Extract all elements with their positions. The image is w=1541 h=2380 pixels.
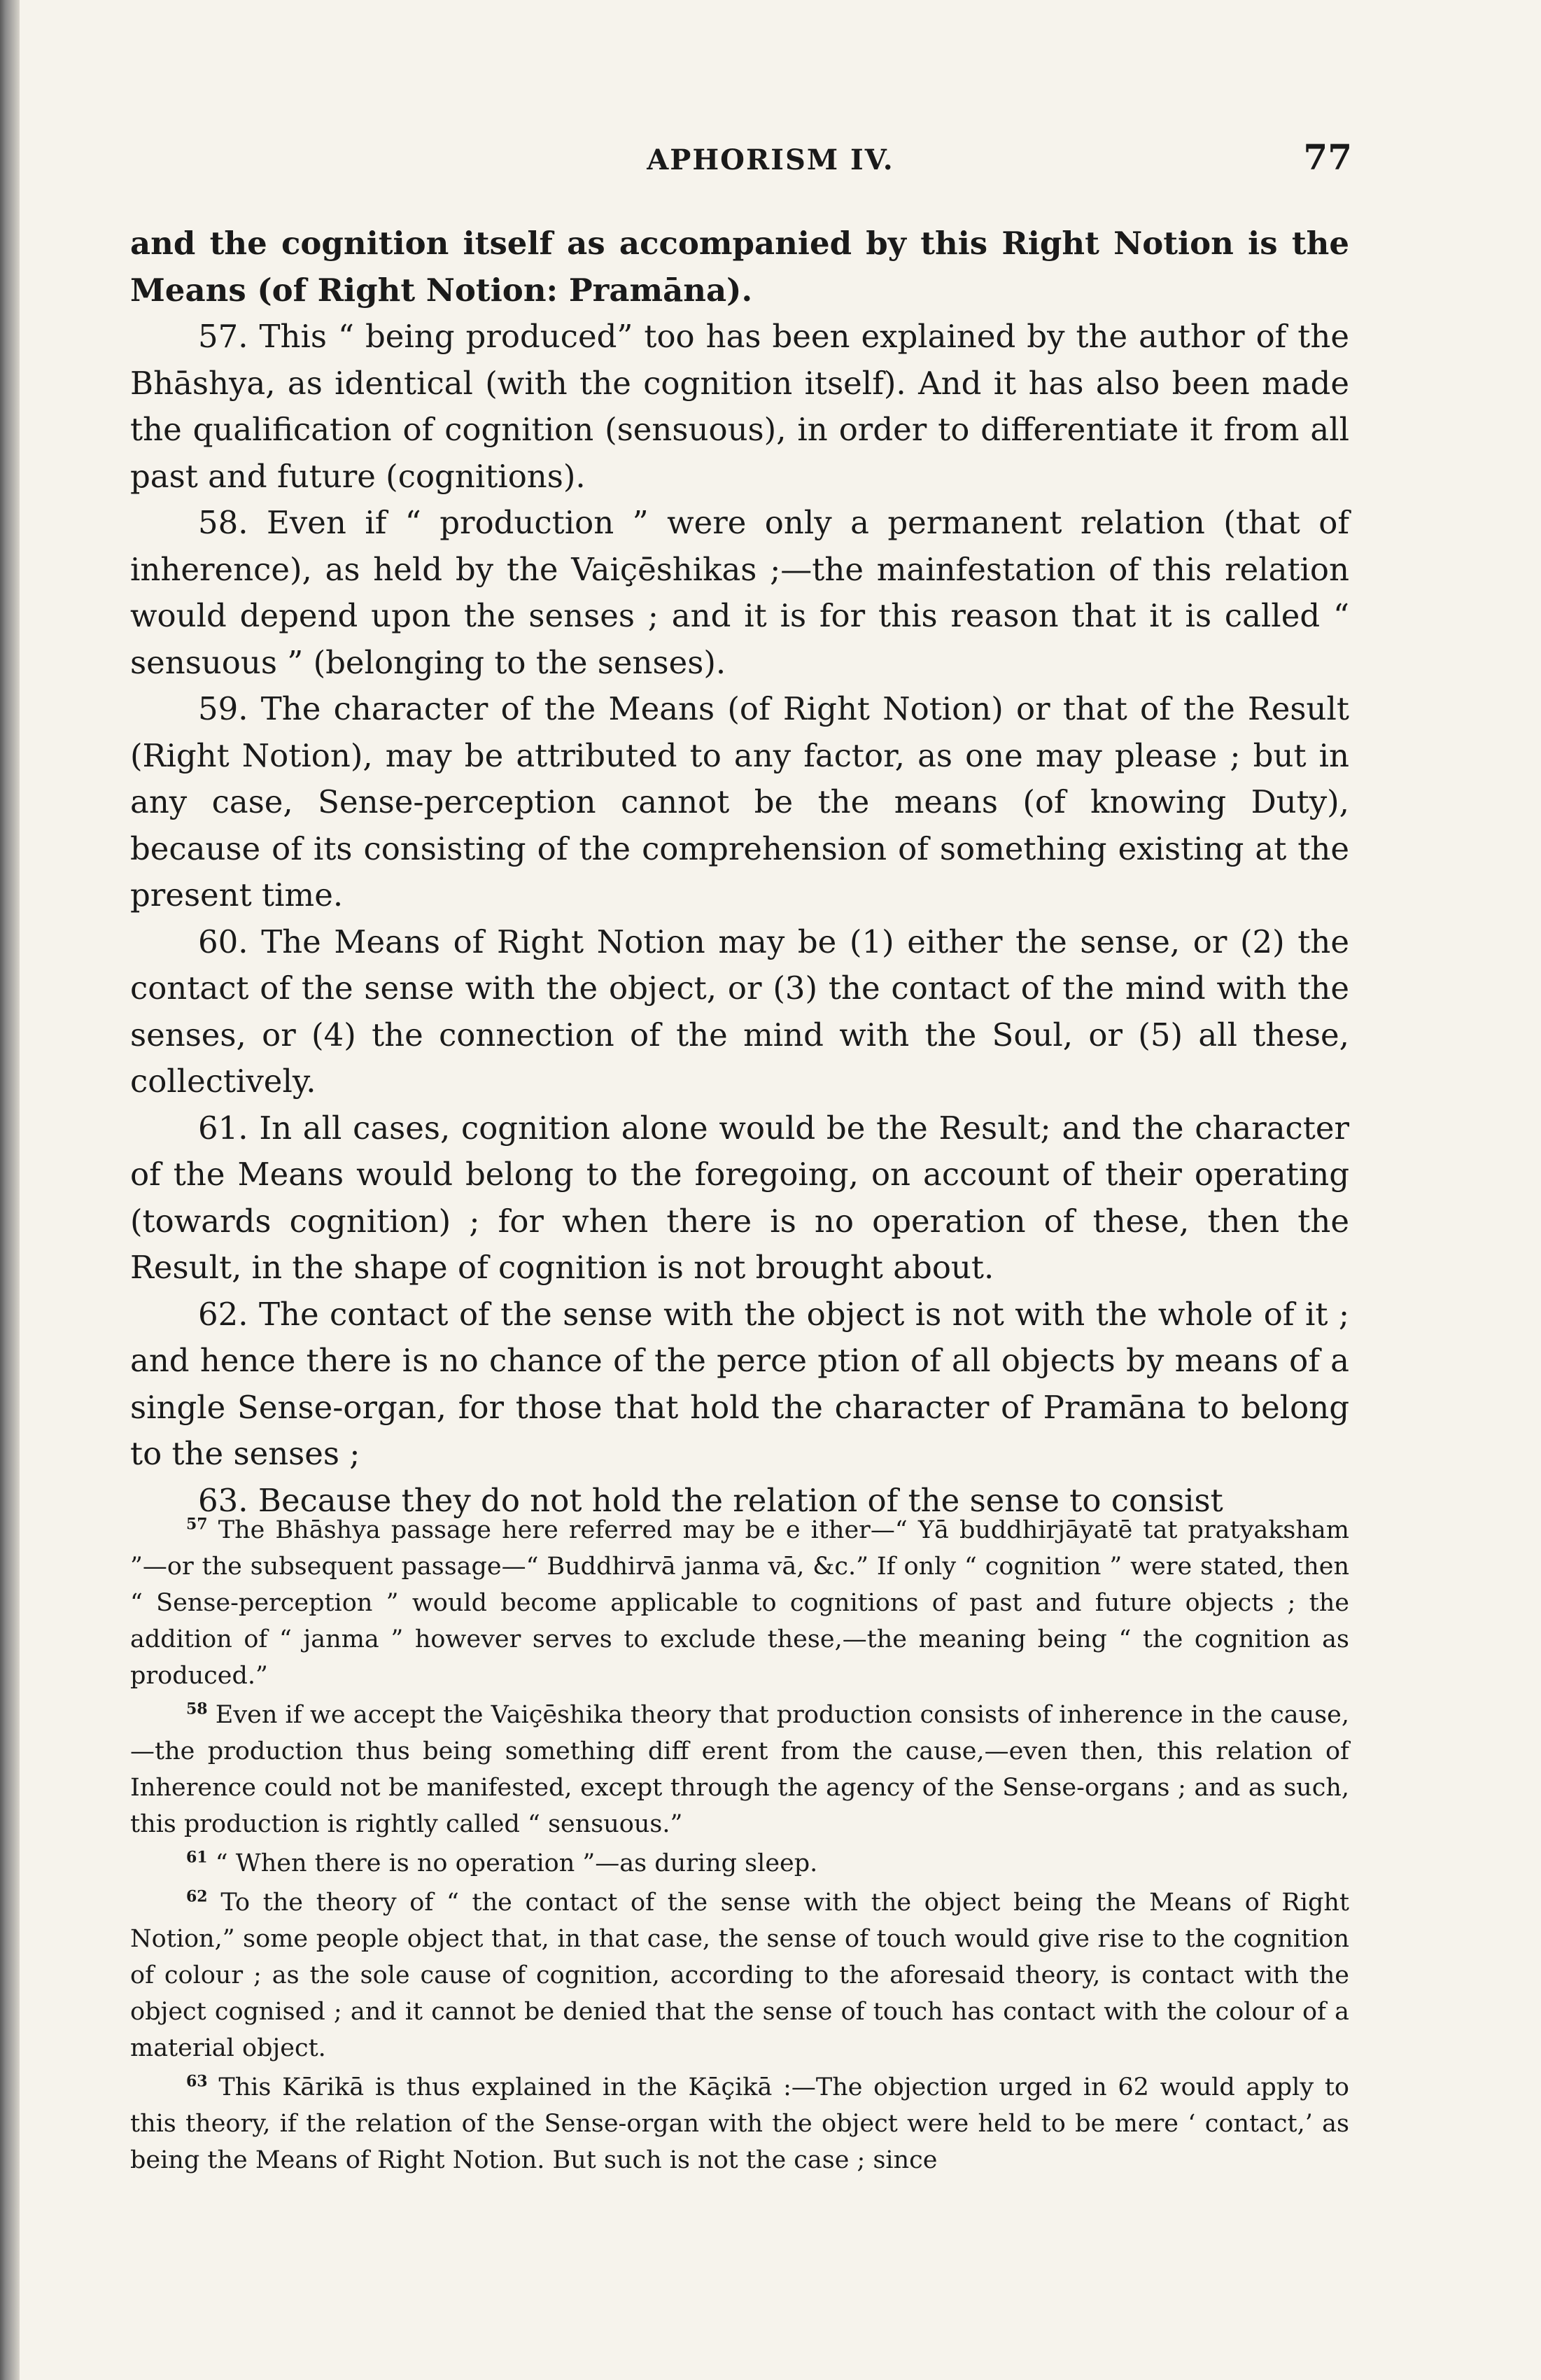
running-title: APHORISM IV. xyxy=(647,144,894,176)
footnote-58 xyxy=(130,1697,1349,1842)
footnote-mark: 57 xyxy=(186,1515,208,1534)
page-number: 77 xyxy=(1303,136,1352,178)
footnote-text: Even if we accept the Vaiçēshika theory that production consists of inherence in the cause,—the production thus being something diff erent from the cause,—even then, this relation of Inherence could not be manifested, except through the agency of the Sense-organs ; and as such, this production is rightly called “ sensuous.” xyxy=(130,1701,1349,1838)
footnote-text: To the theory of “ the contact of the sense with the object being the Means of Right Notion,” some people object that, in that case, the sense of touch would give rise to the cognition of colour ; as the sole cause of cognition, according to the aforesaid theory, is contact with the object cognised ; and it cannot be denied that the sense of touch has contact with the colour of a material object. xyxy=(130,1889,1349,2062)
footnote-text: The Bhāshya passage here referred may be e ither—“ Yā buddhirjāyatē tat pratyaksham ”—or the subsequent passage—“ Buddhirvā janma vā, &c.” If only “ cognition ” were stated, then “ Sense-perception ” would become applicable to cognitions of past and future objects ; the addition of “ janma ” however serves to exclude these,—the meaning being “ the cognition as produced.” xyxy=(130,1516,1349,1690)
paragraph-58 xyxy=(130,500,1349,686)
opening-paragraph: and the cognition itself as accompanied by this Right Notion is the Means (of Right Notion: Pramāna). xyxy=(130,225,1349,309)
paragraph-text: The contact of the sense with the object is not with the whole of it ; and hence there is no chance of the perce ption of all objects by means of a single Sense-organ, for those that hold the character of Pramāna to belong to the senses ; xyxy=(130,1295,1349,1472)
running-header xyxy=(0,136,1541,186)
page-binding-edge xyxy=(0,0,20,2380)
paragraph-62 xyxy=(130,1292,1349,1478)
paragraph-text: This “ being produced” too has been explained by the author of the Bhāshya, as identical (with the cognition itself). And it has also been made the qualification of cognition (sensuous), in order to differentiate it from all past and future (cognitions). xyxy=(130,318,1349,495)
paragraph-text: Because they do not hold the relation of the sense to consist xyxy=(258,1481,1223,1519)
footnote-mark: 63 xyxy=(186,2072,208,2091)
paragraph-57 xyxy=(130,314,1349,500)
footnote-63 xyxy=(130,2069,1349,2178)
paragraph-text: The Means of Right Notion may be (1) either the sense, or (2) the contact of the sense with the object, or (3) the contact of the mind with the senses, or (4) the connection of the mind with the Soul, or (5) all these, collectively. xyxy=(130,923,1349,1100)
paragraph-number: 57. xyxy=(198,318,248,355)
footnote-text: This Kārikā is thus explained in the Kāçikā :—The objection urged in 62 would apply to this theory, if the relation of the Sense-organ with the object were held to be mere ‘ contact,’ as being the Means of Right Notion. But such is not the case ; since xyxy=(130,2073,1349,2174)
paragraph-59 xyxy=(130,686,1349,919)
paragraph-text: Even if “ production ” were only a permanent relation (that of inherence), as held by the Vaiçēshikas ;—the mainfestation of this relation would depend upon the senses ; and it is for this reason that it is called “ sensuous ” (belonging to the senses). xyxy=(130,504,1349,681)
paragraph-60 xyxy=(130,919,1349,1105)
paragraph-number: 62. xyxy=(198,1295,248,1333)
footnote-mark: 58 xyxy=(186,1700,208,1718)
paragraph-number: 59. xyxy=(198,690,248,727)
paragraph-text: In all cases, cognition alone would be the Result; and the character of the Means would belong to the foregoing, on account of their operating (towards cognition) ; for when there is no operation of these, then the Result, in the shape of cognition is not brought about. xyxy=(130,1109,1349,1286)
paragraph-number: 63. xyxy=(198,1481,248,1519)
footnote-57 xyxy=(130,1512,1349,1694)
main-text xyxy=(130,220,1349,1524)
paragraph-text: The character of the Means (of Right Notion) or that of the Result (Right Notion), may be attributed to any factor, as one may please ; but in any case, Sense-perception cannot be the means (of knowing Duty), because of its consisting of the comprehension of something existing at the present time. xyxy=(130,690,1349,913)
footnote-62 xyxy=(130,1884,1349,2066)
footnote-text: “ When there is no operation ”—as during sleep. xyxy=(215,1849,818,1877)
footnote-mark: 61 xyxy=(186,1848,208,1867)
paragraph-number: 61. xyxy=(198,1109,248,1147)
footnote-mark: 62 xyxy=(186,1887,208,1906)
paragraph-61 xyxy=(130,1105,1349,1292)
paragraph-number: 58. xyxy=(198,504,248,541)
footnotes xyxy=(130,1512,1349,2181)
paragraph-number: 60. xyxy=(198,923,248,960)
footnote-61 xyxy=(130,1845,1349,1882)
